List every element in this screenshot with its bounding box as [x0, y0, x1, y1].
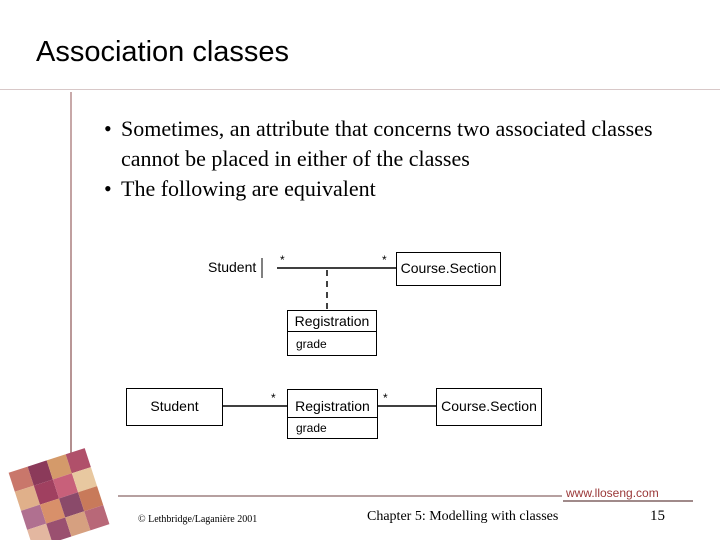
- footer-rule-right: [563, 500, 693, 502]
- chapter-text: Chapter 5: Modelling with classes: [367, 509, 559, 524]
- class-name: Course.Section: [400, 260, 497, 276]
- class-name: Student: [150, 398, 199, 414]
- top-left-multiplicity: *: [280, 253, 285, 267]
- class-attribute: grade: [296, 421, 327, 435]
- quilt-logo-icon: [0, 440, 120, 540]
- class-attribute: grade: [296, 337, 327, 351]
- class-name: Registration: [294, 313, 370, 329]
- association-class-box: [287, 310, 377, 356]
- page-number: 15: [650, 508, 665, 524]
- slide-title: Association classes: [36, 36, 290, 68]
- class-name: Registration: [295, 398, 370, 414]
- class-divider: [288, 417, 377, 418]
- bullet-symbol: •: [104, 116, 112, 141]
- footer-rule: [118, 495, 562, 497]
- bottom-registration-box: [287, 389, 378, 439]
- top-student-label: Student: [208, 259, 257, 275]
- bottom-left-multiplicity: *: [271, 391, 276, 405]
- class-divider: [288, 331, 376, 332]
- bullet-symbol: •: [104, 176, 112, 201]
- class-name: Course.Section: [441, 398, 537, 414]
- bottom-right-multiplicity: *: [383, 391, 388, 405]
- bullet-text: Sometimes, an attribute that concerns two associated classes cannot be placed in either of the classes: [121, 116, 653, 171]
- bottom-student-box: [126, 388, 223, 426]
- bullet-text: The following are equivalent: [121, 176, 376, 201]
- bottom-course-section-box: [436, 388, 542, 426]
- top-right-multiplicity: *: [382, 253, 387, 267]
- copyright-text: © Lethbridge/Laganière 2001: [138, 514, 258, 525]
- website-label: www.lloseng.com: [566, 486, 659, 500]
- top-course-section-box: [396, 252, 501, 286]
